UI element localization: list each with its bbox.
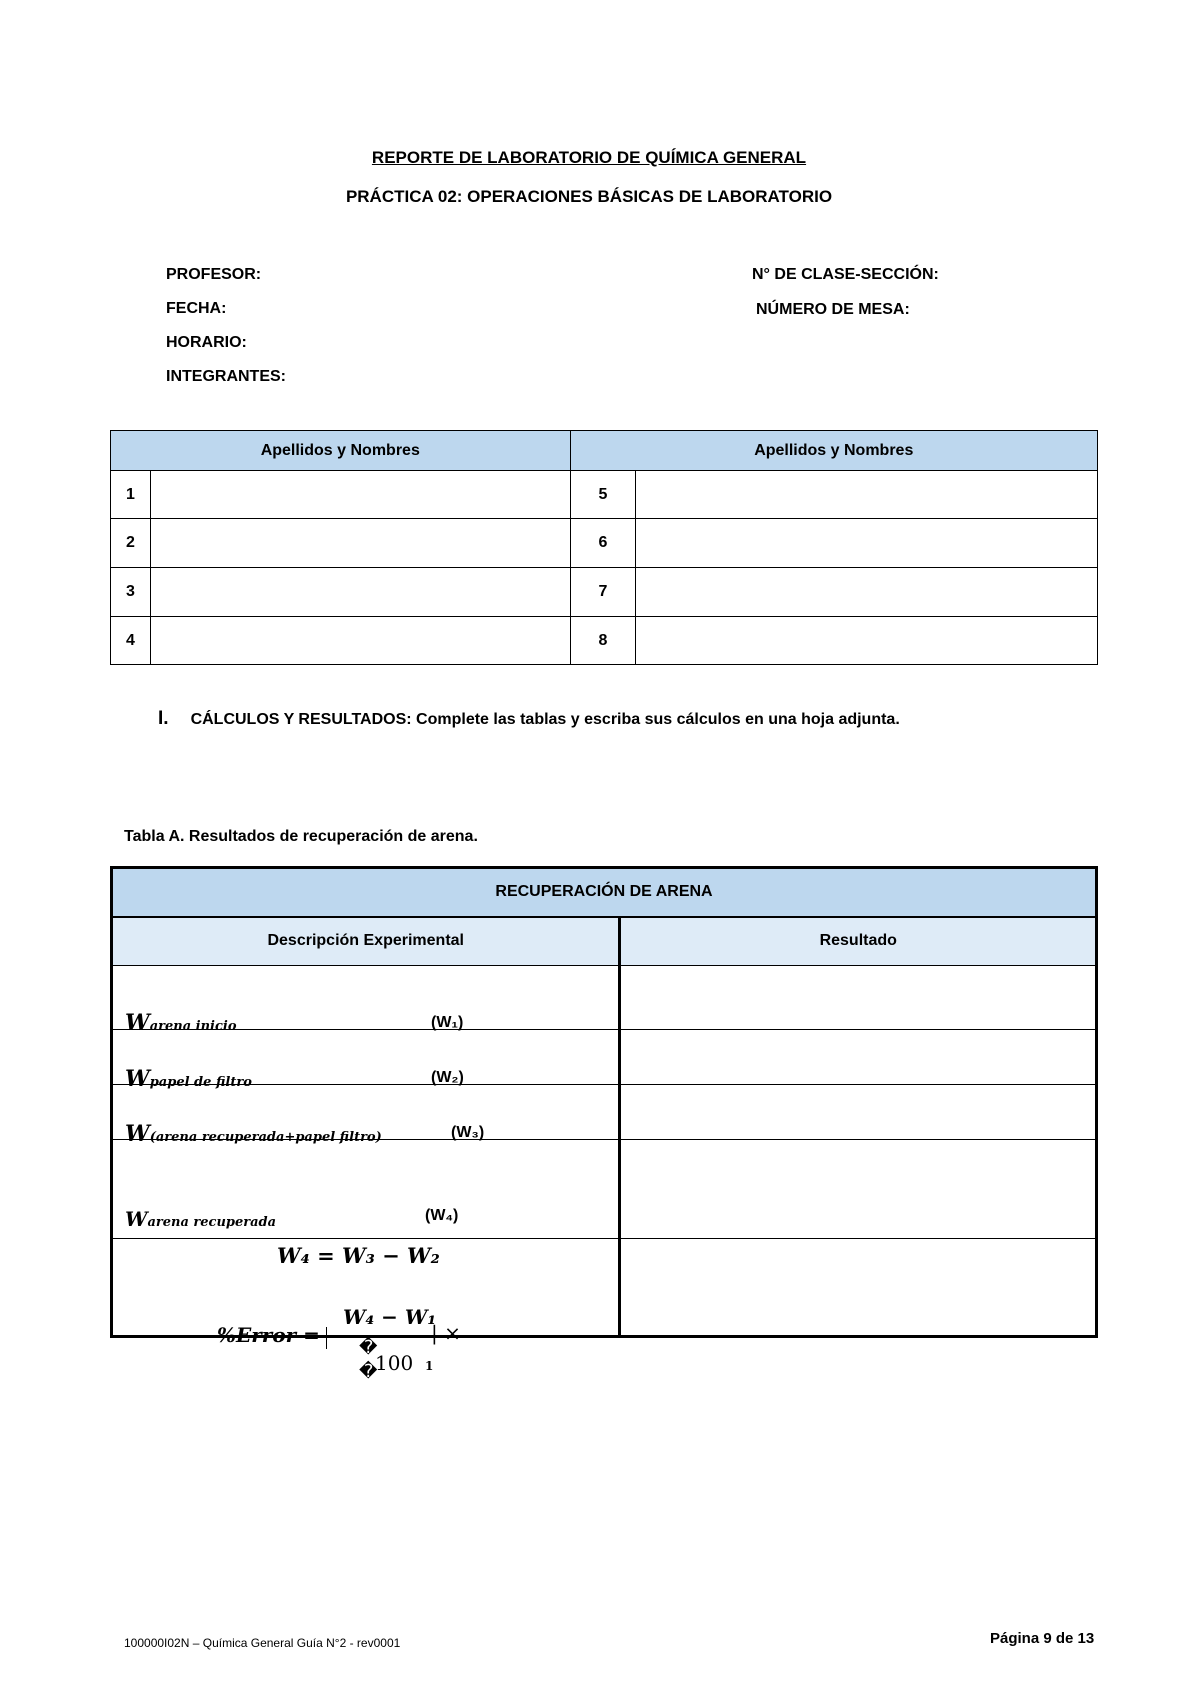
w4-label: (W₄) [425,1207,459,1224]
table-row [111,617,1098,665]
mass-label: Warena recuperada [125,1207,277,1231]
mass-label: Wpapel de filtro [125,1066,252,1092]
member-number: 1 [111,471,151,519]
placeholder-glyph-icon: � [359,1361,378,1382]
member-number: 6 [570,519,636,568]
report-title: REPORTE DE LABORATORIO DE QUÍMICA GENERAL [371,148,807,167]
w1-label: (W₁) [431,1013,464,1031]
error-tail: | × [431,1321,461,1345]
members-header-row [111,431,1098,471]
error-numerator: W₄ − W₁ [343,1305,437,1329]
table-row [112,1239,1097,1337]
member-number: 4 [111,617,151,665]
member-number: 8 [570,617,636,665]
result-cell[interactable] [620,1030,1097,1085]
description-cell [112,1030,620,1092]
result-cell[interactable] [620,1140,1097,1239]
description-cell [112,1140,620,1268]
section-heading [158,708,900,730]
table-row [111,519,1098,568]
description-cell [112,966,620,1036]
fraction-bar [329,1335,425,1336]
w4-formula: W₄ = W₃ − W₂ [277,1243,440,1268]
field-numero-mesa: NÚMERO DE MESA: [756,301,910,318]
footer-document-code: 100000I02N – Química General Guía N°2 - rev0001 [124,1636,401,1650]
member-name-cell[interactable] [150,617,570,665]
member-number: 2 [111,519,151,568]
section-roman: I. [158,708,169,729]
field-profesor: PROFESOR: [166,266,262,283]
description-cell [112,1085,620,1147]
member-name-cell[interactable] [150,471,570,519]
error-sub1: 1 [425,1359,434,1373]
member-number: 5 [570,471,636,519]
table-row [112,966,1097,1030]
table-row [112,1030,1097,1085]
member-name-cell[interactable] [636,471,1098,519]
member-number: 3 [111,568,151,617]
members-header-right: Apellidos y Nombres [570,431,1097,471]
mass-label: W(arena recuperada+papel filtro) [125,1121,382,1147]
table-a [110,866,1098,1382]
field-clase-seccion: N° DE CLASE-SECCIÓN: [752,266,939,283]
field-integrantes: INTEGRANTES: [166,368,286,385]
col-description: Descripción Experimental [112,917,620,966]
error-denominator: 100 [375,1351,414,1375]
result-cell[interactable] [620,1239,1097,1337]
table-a-caption: Tabla A. Resultados de recuperación de arena. [124,828,478,845]
field-horario: HORARIO: [166,334,247,351]
table-row [111,568,1098,617]
table-a-header-row [112,917,1097,966]
table-row [112,1085,1097,1140]
table-row [112,1140,1097,1239]
w2-label: (W₂) [431,1069,464,1086]
member-name-cell[interactable] [636,568,1098,617]
table-a-title-row [112,868,1097,917]
footer-page-number: Página 9 de 13 [990,1630,1095,1647]
placeholder-glyph-icon: � [359,1337,378,1358]
section-text: CÁLCULOS Y RESULTADOS: Complete las tablas y escriba sus cálculos en una hoja adjunta. [190,711,900,728]
members-table [110,430,1098,665]
table-row [111,471,1098,519]
practice-subtitle: PRÁCTICA 02: OPERACIONES BÁSICAS DE LABORATORIO [345,187,833,206]
col-result: Resultado [620,917,1097,966]
error-lhs: %Error = [217,1323,320,1347]
mass-label: Warena inicio [125,1009,237,1036]
result-cell[interactable] [620,1085,1097,1140]
result-cell[interactable] [620,966,1097,1030]
member-name-cell[interactable] [636,617,1098,665]
table-a-title: RECUPERACIÓN DE ARENA [112,868,1097,917]
member-name-cell[interactable] [636,519,1098,568]
abs-bar-left [326,1327,327,1349]
member-name-cell[interactable] [150,568,570,617]
member-number: 7 [570,568,636,617]
w3-label: (W₃) [451,1124,485,1141]
members-header-left: Apellidos y Nombres [111,431,571,471]
member-name-cell[interactable] [150,519,570,568]
field-fecha: FECHA: [166,300,227,317]
